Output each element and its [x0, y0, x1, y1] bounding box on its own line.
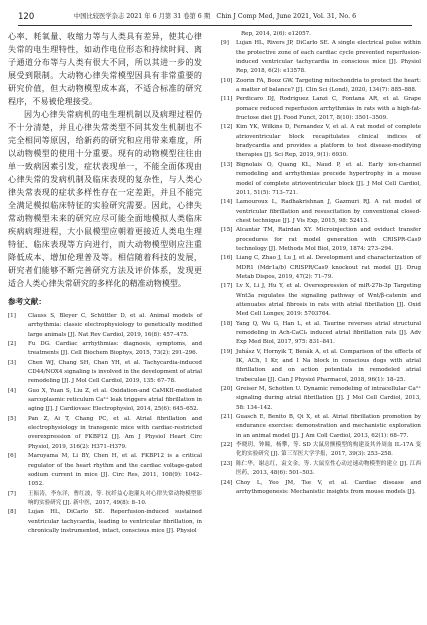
running-header — [18, 10, 412, 26]
reference-number: [8] — [8, 509, 16, 516]
reference-text: Juhász V, Hornyik T, Benák A, et al. Comparison of the effects of IK, ACh, I Kr, and I Na block in conscious dogs with atrial fibrillation and on action potentials in remodeled atrial trabeculae [J]. Can J Physiol Pharmacol, 2018, 96(1): 18–25. — [236, 348, 421, 383]
reference-item — [8, 490, 202, 509]
reference-text: Liang C, Zhao J, Lu J, et al. Development and characterization of MDR1 (Mdr1a/b) CRISPR/Cas9 knockout rat model [J]. Drug Metab Dispos, 2019, 47(2): 71–79. — [236, 255, 421, 280]
reference-item — [221, 39, 421, 76]
reference-text: Yang Q, Wu G, Han L, et al. Taurine reverses atrial structural remodeling in Ach-CaCl₂ induced atrial fibrillation rats [J]. Adv Exp Med Biol, 2017, 975: 831–841. — [236, 320, 421, 346]
reference-number: [22] — [221, 442, 233, 449]
reference-number: [23] — [221, 460, 233, 467]
reference-continuation: Rep, 2014, 2(6): e12057. — [241, 31, 311, 37]
reference-number: [9] — [221, 40, 229, 47]
reference-number: [12] — [221, 124, 233, 131]
reference-item — [221, 198, 421, 226]
reference-item — [221, 413, 421, 441]
reference-number: [6] — [8, 453, 16, 460]
reference-item — [221, 254, 421, 282]
reference-text: Choy L, Yeo JM, Tse V, et al. Cardiac disease and arrhythmogenesis: Mechanistic insights from mouse models [J]. — [236, 479, 421, 495]
reference-number: [16] — [221, 255, 233, 262]
reference-text: Pan Z, Ai T, Chang PC, et al. Atrial fibrillation and electrophysiology in transgenic mice with cardiac-restricted overexpression of FKBP12 [J]. Am J Physiol Heart Circ Physiol, 2019, 316(2): H371–H379. — [28, 415, 202, 450]
reference-text: Kim YK, Wilkins D, Fernandez V, et al. A rat model of complete atrioventricular block recapitulates clinical indices of bradycardia and provides a platform to test disease-modifying therapies [J]. Sci Rep, 2019, 9(1): 6930. — [236, 124, 421, 159]
reference-number: [7] — [8, 490, 16, 497]
reference-item — [8, 312, 202, 340]
reference-text: Alcantar TM, Rairdan XY. Microinjection and oviduct transfer procedures for rat model generation with CRISPR-Cas9 technology [J]. Methods Mol Biol, 2019, 1874: 273–294. — [236, 227, 421, 252]
reference-item — [221, 123, 421, 160]
reference-text: Guo X, Yuan S, Liu Z, et al. Oxidation-and CaMKII-mediated sarcoplasmic reticulum Ca²⁺ leak triggers atrial fibrillation in aging [J]. J Cardiovasc Electrophysiol, 2014, 25(6): 645–652. — [28, 387, 202, 413]
reference-item — [221, 95, 421, 123]
reference-text: Lamouroux L, Radhakrishnan J, Gazmuri RJ. A rat model of ventricular fibrillation and resuscitation by conventional closed-chest technique [J]. J Vis Exp, 2015, 98: 52413. — [236, 199, 421, 224]
reference-text: Clauss S, Bleyer C, Schüttler D, et al. Animal models of arrhythmia: classic electrophysiology to genetically modified large animals [J]. Nat Rev Cardiol, 2019, 16(8): 457–475. — [28, 313, 202, 338]
reference-text: Guasch E, Benito B, Qi X, et al. Atrial fibrillation promotion by endurance exercise: demonstration and mechanistic exploration in an animal model [J]. J Am Coll Cardiol, 2013, 62(1): 68–77. — [236, 414, 421, 439]
reference-item — [8, 452, 202, 489]
reference-text: 李晓玥，钟瞳，杨攀，等. SD 大鼠房颤模型的构建及其外周血 IL-17A 变化的实验研究 [J]. 第三军医大学学报，2017, 39(3): 253–258. — [236, 442, 421, 458]
reference-number: [10] — [221, 77, 233, 84]
reference-item — [221, 226, 421, 254]
reference-text: 王振涛，李东洋，曹红波，等. 抗纤益心泡灌丸对心律失常动物模型影响的实验研究 [J]. 新中医，2017, 49(8): 8–10. — [28, 490, 202, 506]
page-number: 120 — [18, 12, 35, 22]
reference-number: [4] — [8, 387, 16, 394]
references-heading: 参考文献： — [8, 297, 46, 306]
body-paragraph-1: 心率、耗氧量、收缩力等与人类具有差异，使其心律失常的电生理特性，如动作电位形态和持续时间、离子通道分布等与人类有很大不同，所以其进一步的发展受到限制。大动物心律失常模型因具有非常重要的研究价值，但大动物模型成本高，不适合标准的研究程序，不易被伦理接受。 — [8, 32, 202, 106]
reference-text: Lujan HL, Rivers JP, DiCarlo SE. A single electrical pulse within the protective zone of each cardiac cycle prevented reperfusion-induced ventricular tachycardia in conscious mice [J]. Physiol Rep, 2018, 6(2): e13578. — [236, 40, 421, 75]
reference-number: [2] — [8, 341, 16, 348]
reference-item — [221, 460, 421, 479]
reference-text: Fu DG. Cardiac arrhythmias: diagnosis, symptoms, and treatments [J]. Cell Biochem Biophys, 2015, 73(2): 291–296. — [28, 341, 202, 357]
left-column — [8, 30, 202, 536]
reference-number: [5] — [8, 415, 16, 422]
reference-text: Greiser M, Schotten U. Dynamic remodeling of intracellular Ca²⁺ signaling during atrial fibrillation [J]. J Mol Cell Cardiol, 2013, 58: 134–142. — [236, 386, 421, 411]
reference-number: [21] — [221, 414, 233, 421]
reference-item — [8, 508, 202, 536]
reference-item — [221, 320, 421, 348]
reference-number: [1] — [8, 313, 16, 319]
reference-number: [3] — [8, 359, 16, 366]
reference-text: Chen WJ, Chang SH, Chan YH, et al. Tachycardia-induced CD44/NOX4 signaling is involved in the development of atrial remodeling [J]. J Mol Cell Cardiol, 2019, 135: 67–78. — [28, 359, 202, 385]
reference-text: 陈仁华，谢志红，袁文金，等. 大鼠室性心动过速动物模型的建立 [J]. 江西医药，2013, 48(6): 501–503. — [236, 460, 421, 477]
reference-number: [14] — [221, 199, 233, 206]
reference-number: [24] — [221, 479, 233, 486]
journal-citation: 中国比较医学杂志 2021 年 6 月第 31 卷第 6 期 Chin J Comp Med, June 2021, Vol. 31, No. 6 — [73, 13, 357, 20]
reference-number: [19] — [221, 348, 233, 355]
reference-item — [221, 385, 421, 413]
reference-number: [11] — [221, 96, 233, 103]
reference-number: [17] — [221, 283, 233, 290]
reference-text: Bignolais O, Quang KL, Naud P, et al. Early ion-channel remodeling and arrhythmias precede hypertrophy in a mouse model of complete atrioventricular block [J]. J Mol Cell Cardiol, 2011, 51(5): 713–721. — [236, 161, 421, 196]
reference-number: [18] — [221, 320, 233, 327]
reference-item — [8, 387, 202, 415]
right-column — [221, 30, 421, 497]
reference-text: Lujan HL, DiCarlo SE. Reperfusion-induced sustained ventricular tachycardia, leading to ventricular fibrillation, in chronically instrumented, intact, conscious mice [J]. Physiol — [28, 509, 202, 534]
reference-item — [221, 282, 421, 319]
reference-item — [221, 348, 421, 385]
reference-list-left — [8, 312, 202, 536]
reference-number: [20] — [221, 386, 233, 393]
reference-item — [8, 359, 202, 387]
reference-text: Perdicaro DJ, Rodriguez Lanzi C, Fontana AR, et al. Grape pomace reduced reperfusion arrhythmias in rats with a high-fat-fructose diet [J]. Food Funct, 2017, 8(10): 3501–3509. — [236, 96, 421, 122]
reference-item — [8, 415, 202, 452]
body-paragraph-2: 因为心律失常病机的电生理机制以及病理过程仍不十分清楚，并且心律失常类型不同其发生机制也不完全相同等原因，给新药的研究和应用带来难度，所以动物模型的使用十分重要。现有的动物模型往往由单一致病因素引发，症状表现单一，不能全面体现由心律失常的发病机制及临床表现的复杂性，与人类心律失常表现的症状多样性存在一定差距，并且不能完全满足模拟临床特征的实验研究需要。因此，心律失常动物模型未来的研究应尽可能全面地模拟人类临床疾病病理进程，大小鼠模型应朝着更接近人类电生理特征、临床表现等方向进行，而大动物模型则应注重降低成本、增加伦理普及等。相信随着科技的发展，研究者们能够不断完善研究方法及评价体系，发现更适合人类心律失常研究的多样化的精准动物模型。 — [8, 110, 202, 288]
reference-item — [221, 441, 421, 460]
reference-item — [221, 479, 421, 498]
reference-list-right — [221, 39, 421, 497]
reference-item — [8, 340, 202, 359]
reference-text: Lv X, Li J, Hu Y, et al. Overexpression of miR-27b-3p Targeting Wnt3a regulates the signaling pathway of Wnt/β-catenin and attenuates atrial fibrosis in rats with atrial fibrillation [J]. Oxid Med Cell Longev, 2019: 5703764. — [236, 283, 421, 318]
reference-item — [221, 77, 421, 96]
reference-item — [221, 161, 421, 198]
reference-number: [13] — [221, 161, 233, 168]
reference-text: Maruyama M, Li BY, Chen H, et al. FKBP12 is a critical regulator of the heart rhythm and the cardiac voltage-gated sodium current in mice [J]. Circ Res, 2011, 108(9): 1042–1052. — [28, 453, 202, 488]
reference-text: Zoorin FA, Booz GW. Targeting mitochondria to protect the heart: a matter of balance? [J]. Clin Sci (Lond), 2020, 134(7): 885–888. — [236, 77, 421, 94]
reference-number: [15] — [221, 227, 233, 234]
